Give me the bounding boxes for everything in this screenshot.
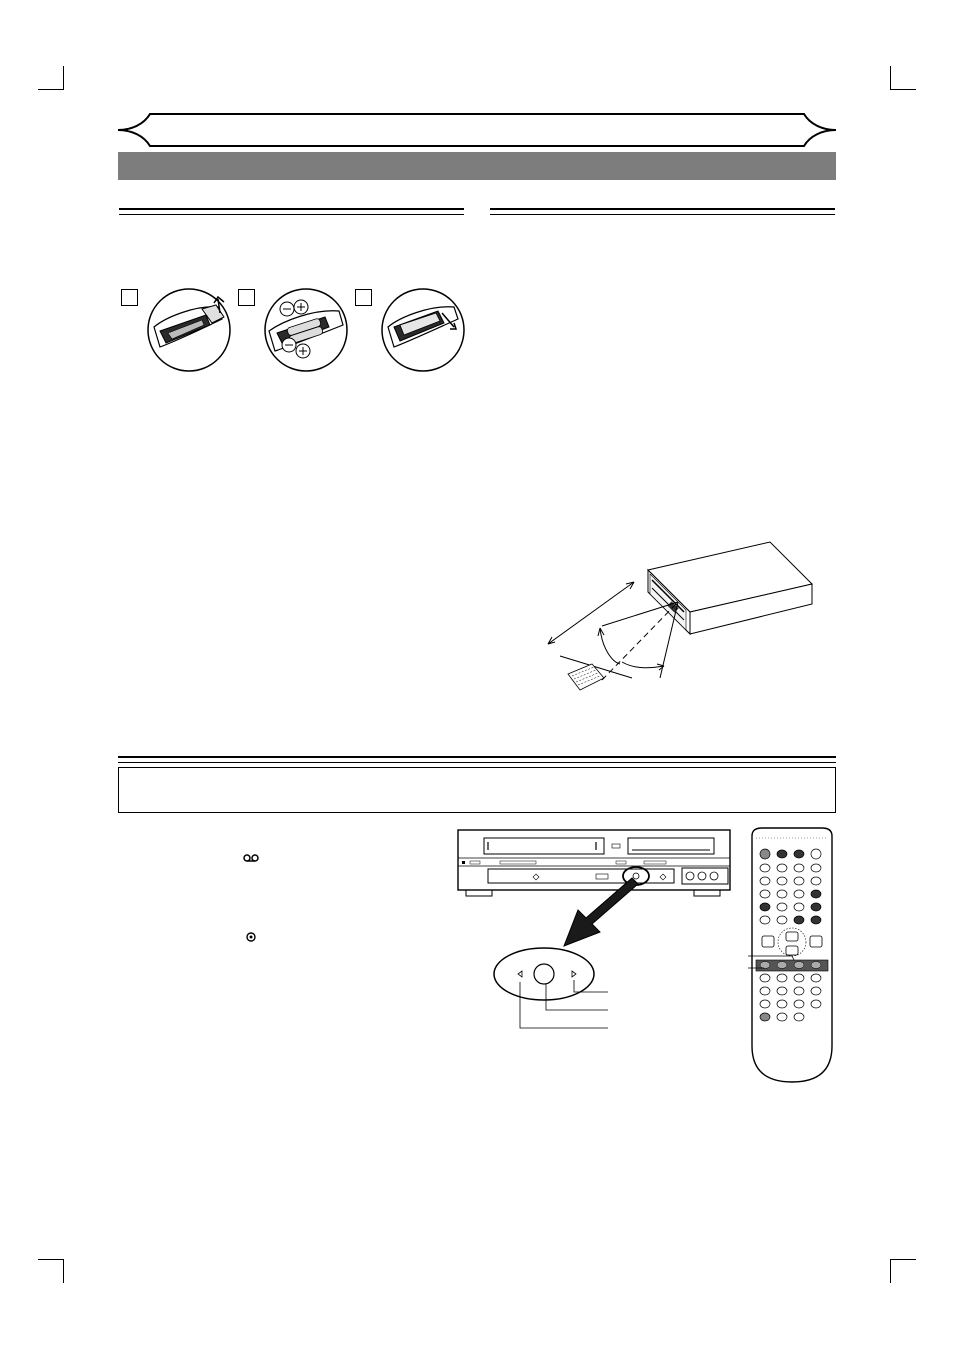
cassette-icon <box>243 854 259 862</box>
crop-mark-bottom-right-h <box>890 1259 916 1260</box>
crop-mark-top-right-v <box>890 66 891 90</box>
section-title-bar <box>118 152 836 180</box>
zoom-arrow-icon <box>556 872 640 956</box>
mode-section-rule <box>118 756 836 763</box>
left-heading-rule <box>119 208 464 215</box>
right-heading-rule <box>490 208 835 215</box>
crop-mark-bottom-left-v <box>63 1259 64 1283</box>
crop-mark-bottom-left-h <box>38 1259 64 1260</box>
step-2-illustration <box>263 287 349 373</box>
crop-mark-top-right-h <box>890 89 916 90</box>
crop-mark-top-left-v <box>63 66 64 90</box>
step-3-illustration <box>380 287 466 373</box>
crop-mark-top-left-h <box>38 89 64 90</box>
remote-control <box>748 826 836 1086</box>
step-2-box <box>238 289 255 306</box>
mode-note-box <box>118 767 836 813</box>
step-3-box <box>355 289 372 306</box>
selector-zoom <box>492 946 612 1032</box>
remote-range-diagram <box>540 538 820 693</box>
step-1-box <box>121 289 138 306</box>
chapter-title <box>160 118 790 140</box>
crop-mark-bottom-right-v <box>890 1259 891 1283</box>
disc-icon <box>246 932 256 942</box>
step-1-illustration <box>146 287 232 373</box>
